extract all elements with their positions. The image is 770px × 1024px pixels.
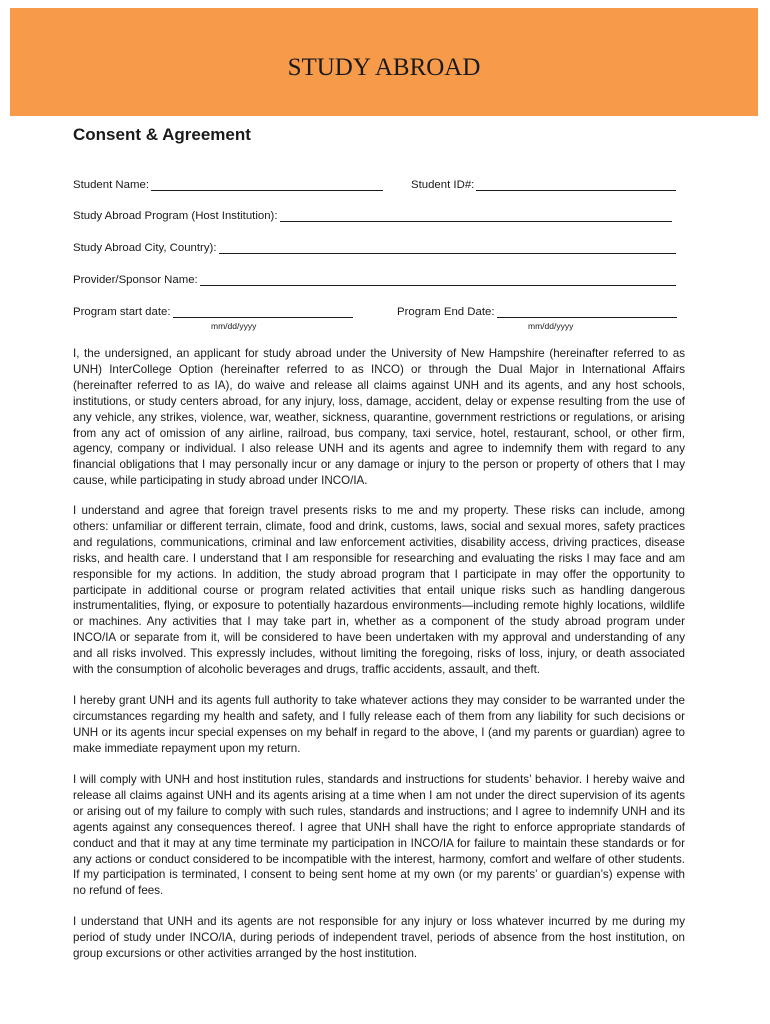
release-paragraph: I, the undersigned, an applicant for study abroad under the University of New Hampshire (hereinafter referred to as UNH) InterCollege Option (hereinafter referred to as INCO) or through the Dual Major in International Affairs (hereinafter referred to as IA), do waive and release all claims against UNH and its agents, and any host schools, institutions, or study centers abroad, for any injury, loss, damage, accident, delay or expense resulting from the use of any vehicle, any strikes, violence, war, weather, sickness, quarantine, government restrictions or regulations, or arising from any act of omission of any airline, railroad, bus company, taxi service, hotel, restaurant, school, or other firm, agency, company or individual. I also release UNH and its agents and agree to indemnify them with regard to any financial obligations that I may personally incur or any damage or injury to the person or property of others that I may cause, while participating in study abroad under INCO/IA.: [73, 347, 685, 488]
student-id-field[interactable]: [411, 179, 676, 191]
header-banner: [10, 8, 758, 116]
liability-paragraph: I understand that UNH and its agents are not responsible for any injury or loss whatever incurred by me during my period of study under INCO/IA, during periods of independent travel, periods of absence from the host institution, on group excursions or other activities arranged by the host institution.: [73, 915, 685, 960]
student-id-line[interactable]: [476, 179, 676, 191]
page-title: STUDY ABROAD: [287, 54, 481, 81]
end-date-field[interactable]: [397, 306, 677, 318]
city-country-line[interactable]: [219, 242, 676, 254]
start-date-field[interactable]: [73, 306, 353, 318]
student-name-label: Student Name:: [73, 179, 149, 191]
conduct-paragraph: I will comply with UNH and host institution rules, standards and instructions for students’ behavior. I hereby waive and release all claims against UNH and its agents arising at a time when I am not under the direct supervision of its agents or arising out of my failure to comply with such rules, standards and instructions; and I agree to indemnify UNH and its agents against any consequences thereof. I agree that UNH shall have the right to enforce appropriate standards of conduct and that it may at any time terminate my participation in INCO/IA for failure to maintain these standards or for any actions or conduct considered to be incompatible with the interest, harmony, comfort and welfare of other students. If my participation is terminated, I consent to being sent home at my own (or my parents’ or guardian’s) expense with no refund of fees.: [73, 773, 685, 898]
end-date-label: Program End Date:: [397, 306, 495, 318]
student-id-label: Student ID#:: [411, 179, 475, 191]
student-name-field[interactable]: [73, 179, 383, 191]
end-date-line[interactable]: [497, 306, 677, 318]
start-date-line[interactable]: [173, 306, 353, 318]
end-date-format-hint: mm/dd/yyyy: [528, 321, 574, 331]
program-field[interactable]: [73, 210, 672, 222]
start-date-label: Program start date:: [73, 306, 171, 318]
city-country-label: Study Abroad City, Country):: [73, 242, 217, 254]
start-date-format-hint: mm/dd/yyyy: [211, 321, 257, 331]
section-title: Consent & Agreement: [73, 125, 251, 144]
program-label: Study Abroad Program (Host Institution):: [73, 210, 278, 222]
risk-paragraph: I understand and agree that foreign travel presents risks to me and my property. These risks can include, among others: unfamiliar or different terrain, climate, food and drink, customs, laws, social and sexual mores, safety practices and regulations, communications, criminal and law enforcement activities, disability access, driving practices, disease risks, and health care. I understand that I am responsible for researching and evaluating the risks I may face and am responsible for my actions. In addition, the study abroad program that I participate in may offer the opportunity to participate in additional course or program related activities that entail unique risks such as handling dangerous instrumentalities, flying, or exposure to potentially hazardous environments—including remote highly locations, wildlife or machines. Any activities that I may take part in, whether as a component of the study abroad program under INCO/IA or separate from it, will be considered to have been undertaken with my approval and understanding of any and all risks involved. This expressly includes, without limiting the foregoing, risks of loss, injury, or death associated with the consumption of alcoholic beverages and drugs, traffic accidents, assault, and theft.: [73, 504, 685, 677]
provider-field[interactable]: [73, 274, 676, 286]
city-country-field[interactable]: [73, 242, 676, 254]
student-name-line[interactable]: [151, 179, 383, 191]
program-line[interactable]: [280, 210, 672, 222]
provider-line[interactable]: [200, 274, 676, 286]
authority-paragraph: I hereby grant UNH and its agents full authority to take whatever actions they may consider to be warranted under the circumstances regarding my health and safety, and I fully release each of them from any liability for such decisions or UNH or its agents incur special expenses on my behalf in regard to the above, I (and my parents or guardian) agree to make immediate repayment upon my return.: [73, 694, 685, 755]
provider-label: Provider/Sponsor Name:: [73, 274, 198, 286]
